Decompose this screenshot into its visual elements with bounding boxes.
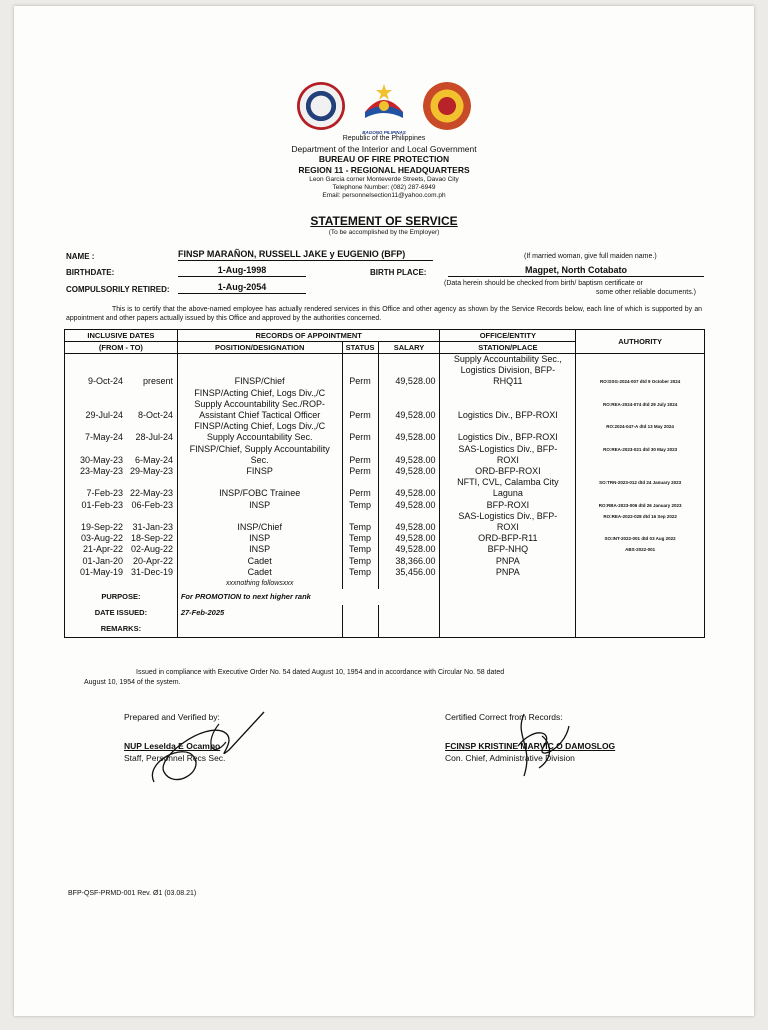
cell-salary: 49,528.00: [378, 544, 440, 555]
certified-by-name: FCINSP KRISTINE MARVIC O DAMOSLOG: [445, 741, 616, 752]
cell-inclusive-dates: [65, 376, 178, 387]
cell-to: 8-Oct-24: [137, 410, 173, 421]
cell-position: Cadet: [177, 556, 342, 567]
cell-salary: [378, 354, 440, 366]
cell-status: [342, 354, 378, 366]
cell-position: INSP/Chief: [177, 522, 342, 533]
cell-salary: [378, 399, 440, 410]
remarks-label: REMARKS:: [65, 621, 178, 638]
cell-status: Temp: [342, 533, 378, 544]
logo-row: [14, 82, 754, 135]
cell-inclusive-dates: [65, 354, 178, 366]
cell-to: 6-May-24: [134, 454, 173, 465]
telephone-line: Telephone Number: (082) 287-6949: [332, 183, 436, 191]
certified-by-label: Certified Correct from Records:: [445, 712, 563, 722]
cell-salary: 49,528.00: [378, 455, 440, 466]
cell-status: [342, 444, 378, 455]
cell-salary: 49,528.00: [378, 432, 440, 443]
cell-inclusive-dates: [65, 488, 178, 499]
cell-status: Temp: [342, 544, 378, 555]
cell-to: 29-May-23: [129, 466, 173, 477]
cell-salary: 49,528.00: [378, 488, 440, 499]
cell-authority: SO:TRN-2023-012 dtd 24 January 2023: [576, 477, 705, 488]
cell-from: 03-Aug-22: [80, 533, 123, 544]
cell-station: Supply Accountability Sec.,: [440, 354, 576, 366]
cell-from: 9-Oct-24: [87, 376, 123, 387]
letterhead: [14, 135, 754, 200]
cell-to: 31-Jan-23: [132, 522, 173, 533]
cell-salary: [378, 477, 440, 488]
table-row: [65, 354, 705, 366]
cell-salary: [378, 421, 440, 432]
cell-status: Perm: [342, 376, 378, 387]
bureau-line: BUREAU OF FIRE PROTECTION: [318, 154, 450, 165]
header-office-entity: OFFICE/ENTITY: [440, 330, 576, 342]
table-row: [65, 421, 705, 432]
cell-inclusive-dates: [65, 365, 178, 376]
date-issued-value: 27-Feb-2025: [177, 605, 342, 621]
birthdate-value: 1-Aug-1998: [178, 265, 306, 277]
cell-authority: ABS-2022-001: [576, 544, 705, 555]
cell-station: [440, 421, 576, 432]
certification-text: This is to certify that the above-named employee has actually rendered services in this Office and other agency as shown by the Service Records below, each line of which is supported by an appointment and other papers actually issued by this Office and approved by the authorities concerned.: [66, 306, 702, 323]
cell-station: PNPA: [440, 556, 576, 567]
cell-to: 31-Dec-19: [130, 566, 173, 577]
cell-inclusive-dates: [65, 455, 178, 466]
department-line: Department of the Interior and Local Government: [291, 143, 477, 154]
cell-from: 01-May-19: [79, 566, 123, 577]
table-row: [65, 410, 705, 421]
service-records-body: [65, 354, 705, 579]
cell-authority: [576, 455, 705, 466]
cell-position: Sec.: [177, 455, 342, 466]
cell-inclusive-dates: [65, 556, 178, 567]
cell-station: ORD-BFP-ROXI: [440, 466, 576, 477]
cell-status: Temp: [342, 522, 378, 533]
cell-from: 29-Jul-24: [85, 410, 123, 421]
header-from-to: (FROM - TO): [65, 342, 178, 354]
form-code: BFP-QSF-PRMD-001 Rev. Ø1 (03.08.21): [68, 890, 197, 897]
cell-salary: 35,456.00: [378, 567, 440, 578]
bagong-pilipinas-logo-icon: [359, 82, 409, 135]
cell-authority: RO:2024-047-A dtd 13 May 2024: [576, 421, 705, 432]
birthplace-value: Magpet, North Cotabato: [448, 265, 704, 277]
cell-position: [177, 365, 342, 376]
header-position: POSITION/DESIGNATION: [177, 342, 342, 354]
cell-status: Perm: [342, 466, 378, 477]
cell-authority: [576, 556, 705, 567]
cell-authority: RO:REA-2022-028 dtd 16 Sep 2022: [576, 511, 705, 522]
cell-station: SAS-Logistics Div., BFP-: [440, 511, 576, 522]
document-title-block: [14, 214, 754, 236]
cell-inclusive-dates: [65, 421, 178, 432]
cell-salary: 49,528.00: [378, 533, 440, 544]
cell-station: Logistics Div., BFP-ROXI: [440, 432, 576, 443]
cell-inclusive-dates: [65, 399, 178, 410]
table-row: [65, 533, 705, 544]
cell-salary: 49,528.00: [378, 466, 440, 477]
cell-inclusive-dates: [65, 544, 178, 555]
cell-to: 18-Sep-22: [130, 533, 173, 544]
cell-position: [177, 511, 342, 522]
cell-to: 22-May-23: [129, 488, 173, 499]
birthdate-label: BIRTHDATE:: [66, 268, 115, 277]
bagong-pilipinas-label: BAGONG PILIPINAS: [362, 130, 406, 135]
cell-position: FINSP/Chief: [177, 376, 342, 387]
header-station: STATION/PLACE: [440, 342, 576, 354]
cell-position: Supply Accountability Sec./ROP-: [177, 399, 342, 410]
cell-inclusive-dates: [65, 522, 178, 533]
cell-authority: [576, 365, 705, 376]
cell-position: FINSP/Acting Chief, Logs Div.,/C: [177, 388, 342, 399]
cell-status: Temp: [342, 500, 378, 511]
table-row: [65, 477, 705, 488]
cell-inclusive-dates: [65, 511, 178, 522]
cell-station: BFP-ROXI: [440, 500, 576, 511]
dilg-seal-icon: [297, 82, 345, 130]
table-row: [65, 365, 705, 376]
cell-salary: 49,528.00: [378, 410, 440, 421]
compliance-line-2: August 10, 1954 of the system.: [84, 679, 181, 687]
service-records-table: [64, 329, 705, 638]
compliance-line-1: Issued in compliance with Executive Order No. 54 dated August 10, 1954 and in accordance with Circular No. 58 dated: [136, 669, 505, 676]
prepared-by-name: NUP Leselda E Ocampo: [124, 741, 221, 752]
prepared-by-signature-icon: [134, 702, 274, 792]
cell-authority: [576, 522, 705, 533]
compliance-text: [84, 668, 684, 688]
table-row: [65, 488, 705, 499]
cell-station: [440, 399, 576, 410]
cell-station: BFP-NHQ: [440, 544, 576, 555]
cell-from: 30-May-23: [79, 454, 123, 465]
cell-position: INSP/FOBC Trainee: [177, 488, 342, 499]
cell-authority: SO:INT-2022-001 dtd 03 Aug 2022: [576, 533, 705, 544]
cell-status: Temp: [342, 556, 378, 567]
cell-from: 21-Apr-22: [82, 544, 123, 555]
birthplace-note-1: (Data herein should be checked from birth/ baptism certificate or: [444, 280, 643, 287]
cell-authority: [576, 388, 705, 399]
cell-inclusive-dates: [65, 500, 178, 511]
cell-status: Perm: [342, 455, 378, 466]
table-row: [65, 466, 705, 477]
table-row: [65, 544, 705, 555]
table-row: [65, 455, 705, 466]
bfp-seal-icon: [423, 82, 471, 130]
table-row: [65, 511, 705, 522]
date-issued-label: DATE ISSUED:: [65, 605, 178, 621]
cell-position: [177, 354, 342, 366]
table-row: [65, 399, 705, 410]
cell-inclusive-dates: [65, 533, 178, 544]
cell-station: RHQ11: [440, 376, 576, 387]
name-note: (If married woman, give full maiden name.): [524, 253, 657, 260]
table-row: [65, 376, 705, 387]
cell-salary: 49,528.00: [378, 500, 440, 511]
table-row: [65, 567, 705, 578]
cell-station: Logistics Division, BFP-: [440, 365, 576, 376]
cell-to: 20-Apr-22: [132, 555, 173, 566]
purpose-label: PURPOSE:: [65, 589, 178, 605]
birthplace-note-2: some other reliable documents.): [596, 289, 696, 296]
cell-authority: RO:REA-2024-074 dtd 29 July 2024: [576, 399, 705, 410]
cell-inclusive-dates: [65, 567, 178, 578]
header-salary: SALARY: [378, 342, 440, 354]
table-row: [65, 500, 705, 511]
cell-salary: [378, 511, 440, 522]
cell-authority: [576, 466, 705, 477]
compulsorily-retired-label: COMPULSORILY RETIRED:: [66, 285, 170, 294]
cell-status: Temp: [342, 567, 378, 578]
table-row: [65, 556, 705, 567]
cell-station: ROXI: [440, 455, 576, 466]
cell-status: [342, 511, 378, 522]
birthplace-label: BIRTH PLACE:: [370, 268, 427, 277]
cell-station: Laguna: [440, 488, 576, 499]
email-line: Email: personnelsection11@yahoo.com.ph: [322, 191, 446, 199]
cell-inclusive-dates: [65, 477, 178, 488]
cell-station: SAS-Logistics Div., BFP-: [440, 444, 576, 455]
cell-station: NFTI, CVL, Calamba City: [440, 477, 576, 488]
cell-from: 19-Sep-22: [80, 522, 123, 533]
cell-authority: RO:REA-2023-021 dtd 30 May 2023: [576, 444, 705, 455]
cell-status: Perm: [342, 488, 378, 499]
cell-position: FINSP/Acting Chief, Logs Div.,/C: [177, 421, 342, 432]
cell-salary: 38,366.00: [378, 556, 440, 567]
cell-inclusive-dates: [65, 388, 178, 399]
name-label: NAME :: [66, 252, 95, 261]
cell-from: 7-Feb-23: [86, 488, 123, 499]
document-subtitle: (To be accomplished by the Employer): [328, 229, 440, 236]
table-row-spacer: [65, 578, 178, 589]
nothing-follows-text: xxxnothing followsxxx: [177, 578, 342, 589]
table-row: [65, 388, 705, 399]
table-row: [65, 444, 705, 455]
cell-from: 7-May-24: [84, 432, 123, 443]
cell-to: 28-Jul-24: [135, 432, 173, 443]
cell-salary: [378, 365, 440, 376]
cell-station: ROXI: [440, 522, 576, 533]
cell-authority: [576, 488, 705, 499]
region-line: REGION 11 - REGIONAL HEADQUARTERS: [298, 165, 470, 175]
cell-to: 02-Aug-22: [130, 544, 173, 555]
cell-position: FINSP/Chief, Supply Accountability: [177, 444, 342, 455]
cell-station: Logistics Div., BFP-ROXI: [440, 410, 576, 421]
cell-status: [342, 421, 378, 432]
cell-authority: RO:DSG-2024-007 dtd 9 October 2024: [576, 376, 705, 387]
cell-station: ORD-BFP-R11: [440, 533, 576, 544]
cell-salary: 49,528.00: [378, 376, 440, 387]
cell-authority: [576, 567, 705, 578]
certified-by-position: Con. Chief, Administrative Division: [445, 752, 575, 763]
header-status: STATUS: [342, 342, 378, 354]
cell-station: PNPA: [440, 567, 576, 578]
name-value: FINSP MARAÑON, RUSSELL JAKE y EUGENIO (BFP): [178, 249, 433, 261]
republic-line: Republic of the Philippines: [342, 135, 426, 142]
cell-position: FINSP: [177, 466, 342, 477]
address-line: Leon Garcia corner Monteverde Streets, Davao City: [309, 175, 459, 183]
cell-inclusive-dates: [65, 432, 178, 443]
table-row: [65, 522, 705, 533]
cell-position: Supply Accountability Sec.: [177, 432, 342, 443]
cell-status: [342, 477, 378, 488]
cell-position: Cadet: [177, 567, 342, 578]
purpose-value: For PROMOTION to next higher rank: [177, 589, 440, 605]
cell-from: 23-May-23: [79, 466, 123, 477]
cell-salary: [378, 444, 440, 455]
certified-by-signature-icon: [494, 706, 584, 786]
cell-inclusive-dates: [65, 466, 178, 477]
cell-position: Assistant Chief Tactical Officer: [177, 410, 342, 421]
compulsorily-retired-value: 1-Aug-2054: [178, 282, 306, 294]
cell-position: INSP: [177, 500, 342, 511]
cell-authority: [576, 410, 705, 421]
prepared-by-label: Prepared and Verified by:: [124, 712, 220, 722]
cell-inclusive-dates: [65, 410, 178, 421]
cell-authority: RO:RBA-2023-006 dtd 26 January 2023: [576, 500, 705, 511]
cell-authority: [576, 354, 705, 366]
cell-status: [342, 365, 378, 376]
cell-position: INSP: [177, 533, 342, 544]
table-row: [65, 432, 705, 443]
cell-position: INSP: [177, 544, 342, 555]
header-authority: AUTHORITY: [576, 330, 705, 354]
statement-of-service-page: [14, 6, 754, 1016]
cell-status: Perm: [342, 432, 378, 443]
cell-station: [440, 388, 576, 399]
cell-to: 06-Feb-23: [131, 499, 173, 510]
cell-salary: [378, 388, 440, 399]
cell-salary: 49,528.00: [378, 522, 440, 533]
cell-status: [342, 399, 378, 410]
cell-status: [342, 388, 378, 399]
cell-inclusive-dates: [65, 444, 178, 455]
cell-from: 01-Jan-20: [82, 555, 123, 566]
prepared-by-position: Staff, Personnel Recs Sec.: [124, 752, 226, 763]
cell-position: [177, 477, 342, 488]
header-inclusive-dates: INCLUSIVE DATES: [65, 330, 178, 342]
cell-status: Perm: [342, 410, 378, 421]
cell-from: 01-Feb-23: [81, 499, 123, 510]
document-title: STATEMENT OF SERVICE: [310, 214, 458, 228]
cell-to: present: [142, 376, 173, 387]
header-records-of-appointment: RECORDS OF APPOINTMENT: [177, 330, 440, 342]
cell-authority: [576, 432, 705, 443]
